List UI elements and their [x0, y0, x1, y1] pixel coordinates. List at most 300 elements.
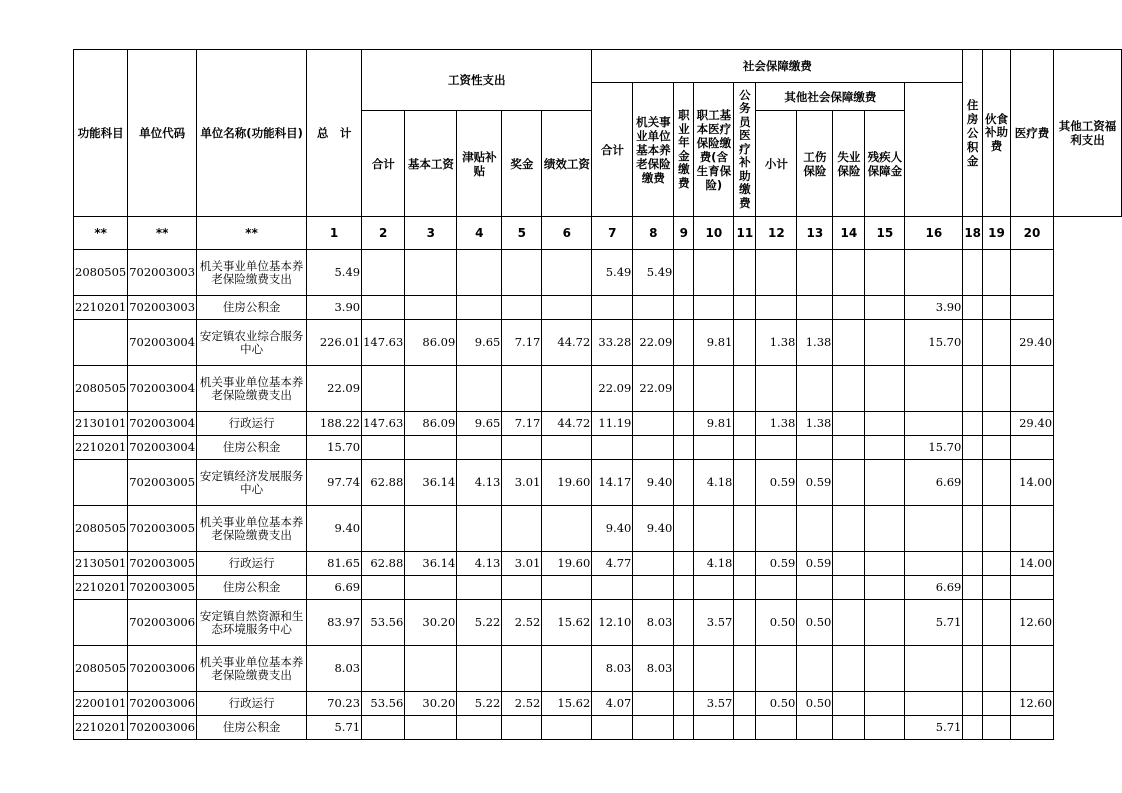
amount-cell [633, 692, 674, 716]
amount-cell: 33.28 [592, 320, 633, 366]
amount-cell: 3.90 [905, 296, 963, 320]
amount-cell [542, 576, 592, 600]
amount-cell: 9.81 [694, 320, 734, 366]
amount-cell: 22.09 [633, 366, 674, 412]
amount-cell: 9.65 [457, 412, 502, 436]
unit-code-cell: 702003004 [128, 366, 197, 412]
amount-cell [502, 250, 542, 296]
header-unemployment: 失业保险 [833, 111, 865, 217]
amount-cell [1011, 250, 1054, 296]
amount-cell [457, 506, 502, 552]
table-row [74, 576, 1122, 600]
amount-cell: 4.77 [592, 552, 633, 576]
unit-name-cell: 行政运行 [197, 552, 307, 576]
amount-cell: 0.59 [797, 552, 833, 576]
amount-cell [674, 320, 694, 366]
amount-cell [405, 366, 457, 412]
amount-cell [905, 646, 963, 692]
column-index-cell: 8 [633, 217, 674, 250]
amount-cell [405, 296, 457, 320]
amount-cell: 1.38 [797, 412, 833, 436]
amount-cell [865, 366, 905, 412]
amount-cell [734, 250, 756, 296]
amount-cell [983, 692, 1011, 716]
amount-cell [797, 436, 833, 460]
amount-cell: 6.69 [905, 460, 963, 506]
amount-cell: 0.50 [797, 600, 833, 646]
amount-cell: 8.03 [633, 646, 674, 692]
table-row [74, 460, 1122, 506]
header-medical-fee: 医疗费 [1011, 50, 1054, 217]
amount-cell [457, 250, 502, 296]
amount-cell [1011, 576, 1054, 600]
table-row [74, 506, 1122, 552]
amount-cell: 36.14 [405, 460, 457, 506]
amount-cell: 97.74 [307, 460, 362, 506]
amount-cell [734, 552, 756, 576]
amount-cell [797, 296, 833, 320]
column-index-cell: 5 [502, 217, 542, 250]
amount-cell [405, 716, 457, 740]
unit-name-cell: 机关事业单位基本养老保险缴费支出 [197, 506, 307, 552]
unit-name-cell: 机关事业单位基本养老保险缴费支出 [197, 250, 307, 296]
amount-cell: 44.72 [542, 320, 592, 366]
func-subject-cell: 2210201 [74, 436, 128, 460]
amount-cell [502, 576, 542, 600]
amount-cell [865, 436, 905, 460]
amount-cell [405, 576, 457, 600]
amount-cell [734, 320, 756, 366]
amount-cell [833, 576, 865, 600]
amount-cell [756, 716, 797, 740]
amount-cell: 4.07 [592, 692, 633, 716]
amount-cell [405, 646, 457, 692]
table-row [74, 600, 1122, 646]
amount-cell [983, 412, 1011, 436]
column-index-cell: 16 [905, 217, 963, 250]
amount-cell [983, 646, 1011, 692]
amount-cell [797, 506, 833, 552]
amount-cell: 2.52 [502, 600, 542, 646]
amount-cell [797, 716, 833, 740]
amount-cell [502, 436, 542, 460]
amount-cell [797, 366, 833, 412]
amount-cell [905, 692, 963, 716]
amount-cell [833, 552, 865, 576]
amount-cell [734, 600, 756, 646]
column-index-cell: 4 [457, 217, 502, 250]
column-index-cell: ** [74, 217, 128, 250]
amount-cell [983, 576, 1011, 600]
amount-cell: 5.49 [307, 250, 362, 296]
amount-cell: 5.49 [633, 250, 674, 296]
unit-name-cell: 行政运行 [197, 412, 307, 436]
amount-cell: 6.69 [307, 576, 362, 600]
amount-cell [734, 436, 756, 460]
amount-cell [905, 552, 963, 576]
column-index-cell: 1 [307, 217, 362, 250]
amount-cell: 8.03 [307, 646, 362, 692]
amount-cell [865, 552, 905, 576]
amount-cell [963, 320, 983, 366]
amount-cell: 188.22 [307, 412, 362, 436]
func-subject-cell: 2210201 [74, 716, 128, 740]
unit-code-cell: 702003003 [128, 296, 197, 320]
amount-cell [833, 412, 865, 436]
func-subject-cell: 2080505 [74, 646, 128, 692]
amount-cell [1011, 646, 1054, 692]
unit-name-cell: 安定镇农业综合服务中心 [197, 320, 307, 366]
amount-cell: 15.62 [542, 600, 592, 646]
amount-cell [362, 436, 405, 460]
amount-cell: 62.88 [362, 552, 405, 576]
header-performance: 绩效工资 [542, 111, 592, 217]
amount-cell [362, 366, 405, 412]
amount-cell: 8.03 [592, 646, 633, 692]
amount-cell [734, 296, 756, 320]
amount-cell: 4.18 [694, 460, 734, 506]
amount-cell [963, 436, 983, 460]
header-injury: 工伤保险 [797, 111, 833, 217]
unit-name-cell: 行政运行 [197, 692, 307, 716]
amount-cell [865, 412, 905, 436]
amount-cell [734, 646, 756, 692]
amount-cell [865, 646, 905, 692]
amount-cell [833, 600, 865, 646]
amount-cell: 4.13 [457, 460, 502, 506]
unit-name-cell: 机关事业单位基本养老保险缴费支出 [197, 366, 307, 412]
amount-cell [457, 576, 502, 600]
header-disabled: 残疾人保障金 [865, 111, 905, 217]
amount-cell [502, 296, 542, 320]
amount-cell: 6.69 [905, 576, 963, 600]
amount-cell [734, 506, 756, 552]
amount-cell [833, 506, 865, 552]
amount-cell: 9.81 [694, 412, 734, 436]
amount-cell: 9.65 [457, 320, 502, 366]
amount-cell [362, 716, 405, 740]
column-index-cell: 11 [734, 217, 756, 250]
amount-cell [502, 506, 542, 552]
amount-cell: 19.60 [542, 552, 592, 576]
amount-cell [865, 600, 905, 646]
unit-name-cell: 住房公积金 [197, 716, 307, 740]
amount-cell [633, 436, 674, 460]
amount-cell [734, 460, 756, 506]
amount-cell [694, 576, 734, 600]
amount-cell: 0.59 [797, 460, 833, 506]
amount-cell: 1.38 [756, 412, 797, 436]
amount-cell [905, 506, 963, 552]
column-index-cell: 12 [756, 217, 797, 250]
unit-name-cell: 安定镇自然资源和生态环境服务中心 [197, 600, 307, 646]
amount-cell: 29.40 [1011, 412, 1054, 436]
unit-code-cell: 702003005 [128, 576, 197, 600]
unit-code-cell: 702003006 [128, 692, 197, 716]
amount-cell: 2.52 [502, 692, 542, 716]
amount-cell: 1.38 [756, 320, 797, 366]
amount-cell [1011, 366, 1054, 412]
amount-cell [674, 506, 694, 552]
unit-name-cell: 安定镇经济发展服务中心 [197, 460, 307, 506]
unit-code-cell: 702003006 [128, 646, 197, 692]
unit-code-cell: 702003006 [128, 716, 197, 740]
amount-cell [542, 716, 592, 740]
column-index-cell: 9 [674, 217, 694, 250]
amount-cell [542, 506, 592, 552]
amount-cell [983, 716, 1011, 740]
amount-cell [542, 296, 592, 320]
amount-cell: 9.40 [307, 506, 362, 552]
unit-code-cell: 702003005 [128, 506, 197, 552]
amount-cell: 3.01 [502, 552, 542, 576]
amount-cell: 12.10 [592, 600, 633, 646]
amount-cell [963, 412, 983, 436]
amount-cell [797, 250, 833, 296]
amount-cell [457, 646, 502, 692]
amount-cell [694, 296, 734, 320]
amount-cell: 22.09 [633, 320, 674, 366]
func-subject-cell: 2080505 [74, 366, 128, 412]
unit-name-cell: 住房公积金 [197, 296, 307, 320]
amount-cell [1011, 296, 1054, 320]
amount-cell [592, 436, 633, 460]
unit-name-cell: 机关事业单位基本养老保险缴费支出 [197, 646, 307, 692]
amount-cell [983, 320, 1011, 366]
amount-cell: 5.22 [457, 692, 502, 716]
unit-code-cell: 702003005 [128, 552, 197, 576]
amount-cell: 11.19 [592, 412, 633, 436]
amount-cell: 30.20 [405, 600, 457, 646]
amount-cell [983, 296, 1011, 320]
unit-name-cell: 住房公积金 [197, 576, 307, 600]
header-meal-allowance: 伙食补助费 [983, 50, 1011, 217]
amount-cell [983, 436, 1011, 460]
amount-cell [592, 296, 633, 320]
header-social-group: 社会保障缴费 [592, 50, 963, 83]
amount-cell [865, 320, 905, 366]
header-func-subject: 功能科目 [74, 50, 128, 217]
amount-cell [674, 296, 694, 320]
amount-cell [983, 366, 1011, 412]
amount-cell: 15.62 [542, 692, 592, 716]
amount-cell: 22.09 [592, 366, 633, 412]
amount-cell [633, 716, 674, 740]
header-wage-total: 合计 [362, 111, 405, 217]
amount-cell: 7.17 [502, 320, 542, 366]
header-basic-wage: 基本工资 [405, 111, 457, 217]
header-unit-name: 单位名称(功能科目) [197, 50, 307, 217]
amount-cell [905, 366, 963, 412]
column-index-cell: 20 [1011, 217, 1054, 250]
amount-cell: 15.70 [905, 436, 963, 460]
amount-cell: 12.60 [1011, 692, 1054, 716]
amount-cell: 9.40 [633, 506, 674, 552]
amount-cell [362, 506, 405, 552]
amount-cell [674, 412, 694, 436]
column-index-row [74, 217, 1122, 250]
amount-cell [674, 460, 694, 506]
amount-cell: 53.56 [362, 692, 405, 716]
amount-cell: 5.71 [905, 600, 963, 646]
amount-cell [963, 716, 983, 740]
amount-cell [756, 250, 797, 296]
amount-cell [405, 436, 457, 460]
amount-cell [756, 296, 797, 320]
amount-cell: 30.20 [405, 692, 457, 716]
amount-cell [833, 460, 865, 506]
amount-cell [674, 646, 694, 692]
amount-cell [592, 716, 633, 740]
amount-cell: 0.50 [756, 692, 797, 716]
header-civil-medical: 公务员医疗补助缴费 [734, 83, 756, 217]
table-row [74, 250, 1122, 296]
table-row [74, 412, 1122, 436]
amount-cell [865, 716, 905, 740]
func-subject-cell: 2130501 [74, 552, 128, 576]
amount-cell [983, 460, 1011, 506]
amount-cell [756, 646, 797, 692]
amount-cell [592, 576, 633, 600]
func-subject-cell: 2080505 [74, 506, 128, 552]
func-subject-cell: 2210201 [74, 296, 128, 320]
func-subject-cell [74, 600, 128, 646]
amount-cell [502, 366, 542, 412]
header-social-total: 合计 [592, 83, 633, 217]
amount-cell [542, 366, 592, 412]
amount-cell [734, 576, 756, 600]
amount-cell [963, 296, 983, 320]
amount-cell [405, 506, 457, 552]
column-index-cell: ** [197, 217, 307, 250]
amount-cell [963, 692, 983, 716]
amount-cell [633, 412, 674, 436]
amount-cell [865, 576, 905, 600]
amount-cell: 29.40 [1011, 320, 1054, 366]
amount-cell [833, 320, 865, 366]
amount-cell [756, 366, 797, 412]
amount-cell [542, 250, 592, 296]
amount-cell [963, 366, 983, 412]
amount-cell [734, 716, 756, 740]
column-index-cell: 10 [694, 217, 734, 250]
amount-cell: 83.97 [307, 600, 362, 646]
amount-cell [833, 692, 865, 716]
table-row [74, 320, 1122, 366]
amount-cell [674, 436, 694, 460]
amount-cell [983, 250, 1011, 296]
amount-cell [1011, 436, 1054, 460]
amount-cell [833, 250, 865, 296]
amount-cell: 0.50 [797, 692, 833, 716]
amount-cell [457, 716, 502, 740]
amount-cell [633, 576, 674, 600]
header-unit-code: 单位代码 [128, 50, 197, 217]
amount-cell: 15.70 [905, 320, 963, 366]
func-subject-cell: 2130101 [74, 412, 128, 436]
header-pension: 机关事业单位基本养老保险缴费 [633, 83, 674, 217]
amount-cell: 86.09 [405, 412, 457, 436]
amount-cell [362, 646, 405, 692]
amount-cell [633, 296, 674, 320]
amount-cell [905, 250, 963, 296]
amount-cell [457, 296, 502, 320]
column-index-cell: 6 [542, 217, 592, 250]
amount-cell: 81.65 [307, 552, 362, 576]
header-other-subtotal: 小计 [756, 111, 797, 217]
func-subject-cell [74, 320, 128, 366]
amount-cell: 9.40 [592, 506, 633, 552]
header-bonus: 奖金 [502, 111, 542, 217]
amount-cell [1011, 506, 1054, 552]
amount-cell [542, 436, 592, 460]
amount-cell [963, 576, 983, 600]
amount-cell [963, 460, 983, 506]
column-index-cell: 3 [405, 217, 457, 250]
amount-cell: 22.09 [307, 366, 362, 412]
amount-cell: 12.60 [1011, 600, 1054, 646]
column-index-cell: 18 [963, 217, 983, 250]
unit-code-cell: 702003004 [128, 436, 197, 460]
amount-cell [983, 600, 1011, 646]
amount-cell: 0.59 [756, 552, 797, 576]
amount-cell: 147.63 [362, 320, 405, 366]
amount-cell: 19.60 [542, 460, 592, 506]
amount-cell: 5.49 [592, 250, 633, 296]
amount-cell [502, 716, 542, 740]
amount-cell: 4.13 [457, 552, 502, 576]
amount-cell: 5.71 [307, 716, 362, 740]
amount-cell: 5.71 [905, 716, 963, 740]
amount-cell [963, 646, 983, 692]
amount-cell [865, 692, 905, 716]
amount-cell [362, 576, 405, 600]
amount-cell: 3.57 [694, 600, 734, 646]
amount-cell: 70.23 [307, 692, 362, 716]
amount-cell: 0.59 [756, 460, 797, 506]
amount-cell: 4.18 [694, 552, 734, 576]
amount-cell [674, 716, 694, 740]
amount-cell: 5.22 [457, 600, 502, 646]
amount-cell: 3.57 [694, 692, 734, 716]
column-index-cell: 15 [865, 217, 905, 250]
amount-cell [362, 250, 405, 296]
amount-cell [865, 460, 905, 506]
header-wage-group: 工资性支出 [362, 50, 592, 111]
amount-cell [797, 576, 833, 600]
amount-cell [734, 692, 756, 716]
table-row [74, 436, 1122, 460]
amount-cell: 3.90 [307, 296, 362, 320]
table-row [74, 716, 1122, 740]
amount-cell [833, 436, 865, 460]
amount-cell: 226.01 [307, 320, 362, 366]
column-index-cell: 14 [833, 217, 865, 250]
column-index-cell: 13 [797, 217, 833, 250]
amount-cell [833, 716, 865, 740]
amount-cell [797, 646, 833, 692]
header-medical: 职工基本医疗保险缴费(含生育保险) [694, 83, 734, 217]
amount-cell [674, 600, 694, 646]
amount-cell: 0.50 [756, 600, 797, 646]
amount-cell: 3.01 [502, 460, 542, 506]
column-index-cell: 2 [362, 217, 405, 250]
amount-cell [502, 646, 542, 692]
header-other-social-group: 其他社会保障缴费 [756, 83, 905, 111]
amount-cell [963, 552, 983, 576]
amount-cell: 14.17 [592, 460, 633, 506]
amount-cell [1011, 716, 1054, 740]
